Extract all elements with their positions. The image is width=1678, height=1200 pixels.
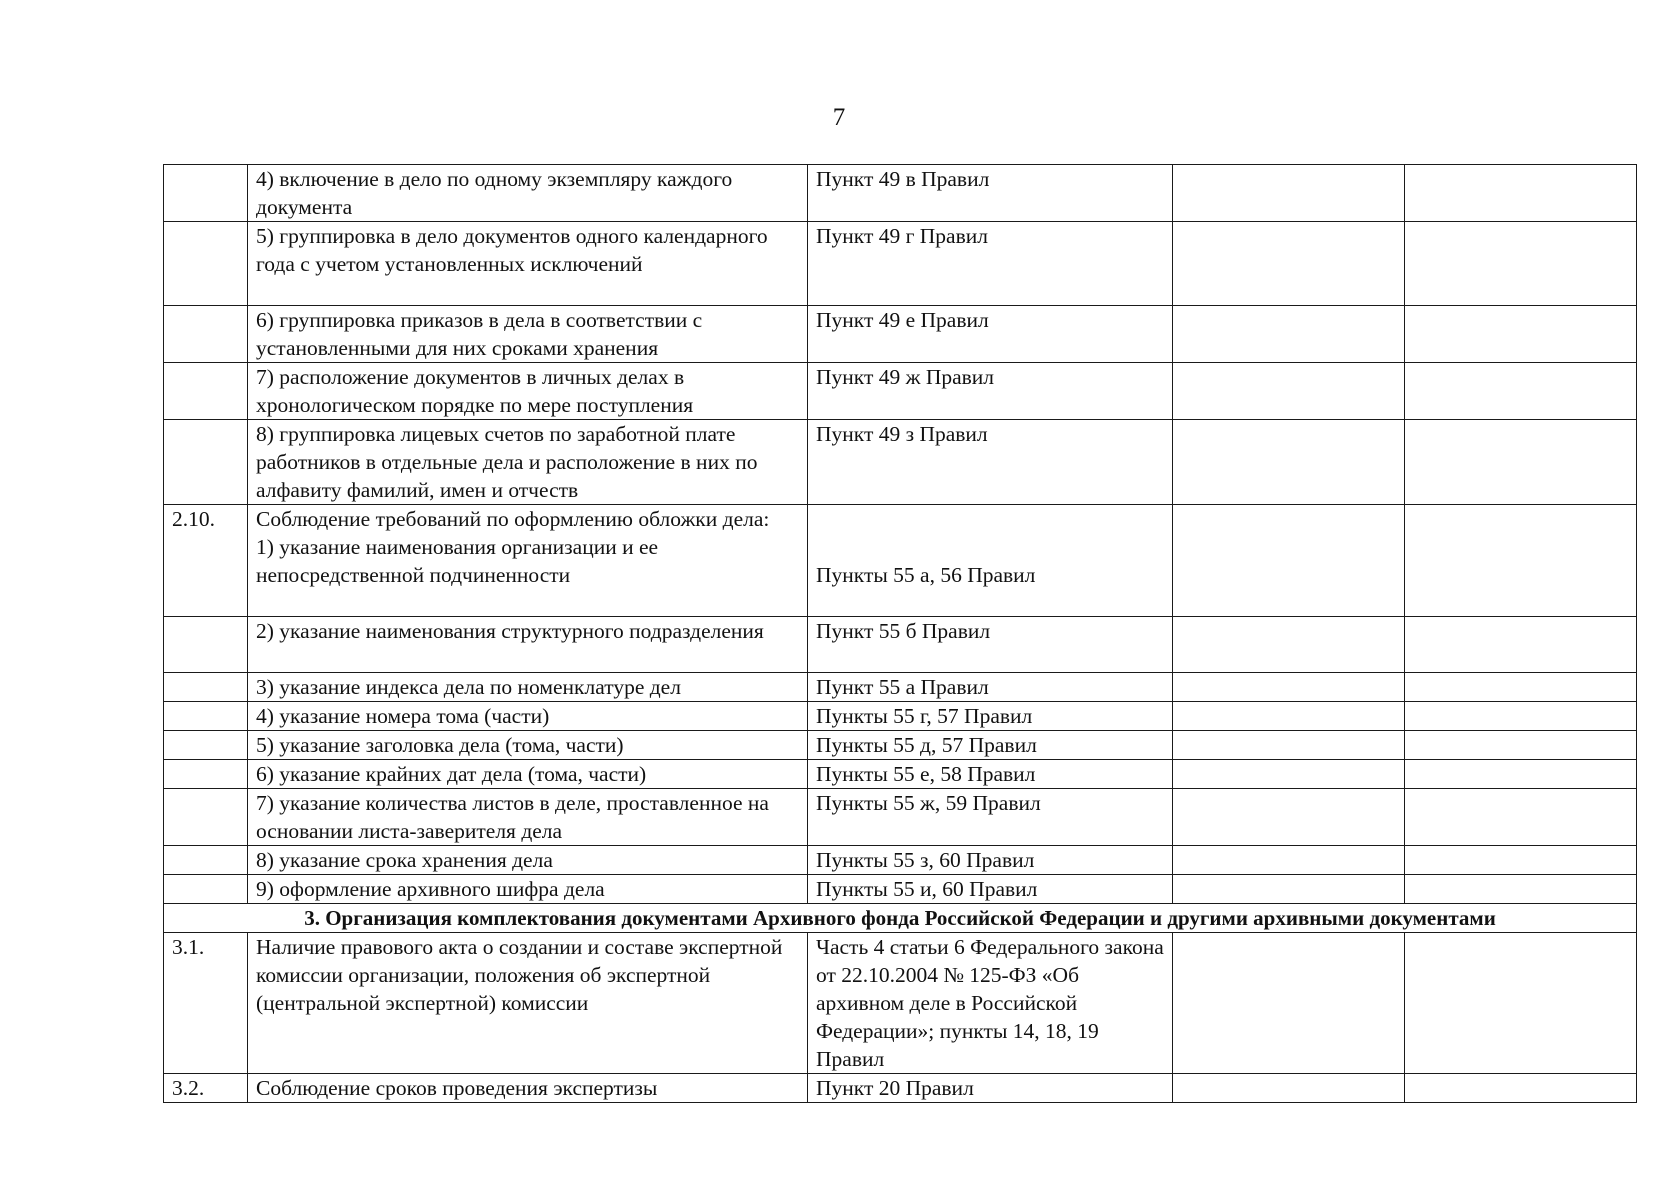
row-number <box>164 222 248 306</box>
section-title: 3. Организация комплектования документами Архивного фонда Российской Федерации и другими архивными документами <box>164 904 1637 933</box>
table-row <box>164 731 1637 760</box>
row-number <box>164 363 248 420</box>
requirement-cell: 4) указание номера тома (части) <box>248 702 808 731</box>
row-number: 3.2. <box>164 1074 248 1103</box>
table-row <box>164 760 1637 789</box>
section-header-row <box>164 904 1637 933</box>
requirement-cell: Соблюдение сроков проведения экспертизы <box>248 1074 808 1103</box>
requirement-cell: 6) группировка приказов в дела в соответствии с установленными для них сроками хранения <box>248 306 808 363</box>
row-number <box>164 617 248 673</box>
empty-cell <box>1405 789 1637 846</box>
empty-cell <box>1173 673 1405 702</box>
row-number: 2.10. <box>164 505 248 617</box>
reference-cell: Пункт 49 ж Правил <box>808 363 1173 420</box>
row-number <box>164 420 248 505</box>
table-row <box>164 617 1637 673</box>
empty-cell <box>1173 933 1405 1074</box>
empty-cell <box>1405 222 1637 306</box>
requirement-cell: 5) группировка в дело документов одного календарного года с учетом установленных исключений <box>248 222 808 306</box>
empty-cell <box>1405 760 1637 789</box>
reference-cell: Пункт 49 з Правил <box>808 420 1173 505</box>
row-number <box>164 165 248 222</box>
empty-cell <box>1405 165 1637 222</box>
table-row <box>164 875 1637 904</box>
table-row <box>164 702 1637 731</box>
reference-cell: Пункты 55 ж, 59 Правил <box>808 789 1173 846</box>
empty-cell <box>1405 673 1637 702</box>
row-number <box>164 760 248 789</box>
row-number: 3.1. <box>164 933 248 1074</box>
requirement-cell: 2) указание наименования структурного подразделения <box>248 617 808 673</box>
reference-cell: Пункт 55 б Правил <box>808 617 1173 673</box>
empty-cell <box>1173 306 1405 363</box>
empty-cell <box>1405 846 1637 875</box>
reference-text: Пункты 55 а, 56 Правил <box>816 563 1036 587</box>
empty-cell <box>1405 731 1637 760</box>
empty-cell <box>1405 505 1637 617</box>
table-row <box>164 363 1637 420</box>
requirement-cell: 7) расположение документов в личных делах в хронологическом порядке по мере поступления <box>248 363 808 420</box>
reference-cell: Пункты 55 г, 57 Правил <box>808 702 1173 731</box>
row-number <box>164 789 248 846</box>
row-number <box>164 731 248 760</box>
empty-cell <box>1173 420 1405 505</box>
row-number <box>164 846 248 875</box>
requirement-cell: 8) указание срока хранения дела <box>248 846 808 875</box>
table-row <box>164 673 1637 702</box>
requirement-item: 1) указание наименования организации и ее непосредственной подчиненности <box>256 535 659 587</box>
empty-cell <box>1405 875 1637 904</box>
empty-cell <box>1173 165 1405 222</box>
empty-cell <box>1405 420 1637 505</box>
empty-cell <box>1173 731 1405 760</box>
requirement-cell: 4) включение в дело по одному экземпляру каждого документа <box>248 165 808 222</box>
empty-cell <box>1405 1074 1637 1103</box>
reference-cell: Пункт 49 в Правил <box>808 165 1173 222</box>
page-number: 7 <box>832 104 846 131</box>
reference-cell: Пункт 49 г Правил <box>808 222 1173 306</box>
table-row <box>164 789 1637 846</box>
requirement-cell: 9) оформление архивного шифра дела <box>248 875 808 904</box>
reference-cell: Пункты 55 д, 57 Правил <box>808 731 1173 760</box>
requirement-cell: Наличие правового акта о создании и составе экспертной комиссии организации, положения об экспертной (центральной экспертной) комиссии <box>248 933 808 1074</box>
empty-cell <box>1405 306 1637 363</box>
reference-cell: Пункты 55 е, 58 Правил <box>808 760 1173 789</box>
empty-cell <box>1173 222 1405 306</box>
table-row <box>164 933 1637 1074</box>
empty-cell <box>1173 789 1405 846</box>
table-row <box>164 1074 1637 1103</box>
requirement-cell: 3) указание индекса дела по номенклатуре дел <box>248 673 808 702</box>
reference-cell: Пункт 49 е Правил <box>808 306 1173 363</box>
empty-cell <box>1173 505 1405 617</box>
empty-cell <box>1173 760 1405 789</box>
empty-cell <box>1173 702 1405 731</box>
row-number <box>164 702 248 731</box>
reference-cell: Пункт 20 Правил <box>808 1074 1173 1103</box>
empty-cell <box>1173 875 1405 904</box>
row-number <box>164 673 248 702</box>
reference-cell: Пункты 55 и, 60 Правил <box>808 875 1173 904</box>
reference-cell: Пункты 55 з, 60 Правил <box>808 846 1173 875</box>
empty-cell <box>1405 363 1637 420</box>
empty-cell <box>1405 933 1637 1074</box>
empty-cell <box>1173 617 1405 673</box>
row-number <box>164 875 248 904</box>
requirement-cell: 6) указание крайних дат дела (тома, части) <box>248 760 808 789</box>
table-row <box>164 846 1637 875</box>
table-row <box>164 222 1637 306</box>
requirement-intro: Соблюдение требований по оформлению обложки дела: <box>256 507 770 531</box>
reference-cell <box>808 505 1173 617</box>
requirement-cell: 8) группировка лицевых счетов по заработной плате работников в отдельные дела и расположение в них по алфавиту фамилий, имен и отчеств <box>248 420 808 505</box>
requirement-cell <box>248 505 808 617</box>
empty-cell <box>1173 363 1405 420</box>
reference-cell: Часть 4 статьи 6 Федерального закона от 22.10.2004 № 125-ФЗ «Об архивном деле в Российской Федерации»; пункты 14, 18, 19 Правил <box>808 933 1173 1074</box>
table-row <box>164 306 1637 363</box>
table-row <box>164 505 1637 617</box>
requirement-cell: 7) указание количества листов в деле, проставленное на основании листа-заверителя дела <box>248 789 808 846</box>
empty-cell <box>1405 702 1637 731</box>
empty-cell <box>1405 617 1637 673</box>
reference-cell: Пункт 55 а Правил <box>808 673 1173 702</box>
row-number <box>164 306 248 363</box>
table-row <box>164 165 1637 222</box>
requirement-cell: 5) указание заголовка дела (тома, части) <box>248 731 808 760</box>
table-row <box>164 420 1637 505</box>
empty-cell <box>1173 1074 1405 1103</box>
inspection-checklist-table <box>163 164 1637 1103</box>
empty-cell <box>1173 846 1405 875</box>
